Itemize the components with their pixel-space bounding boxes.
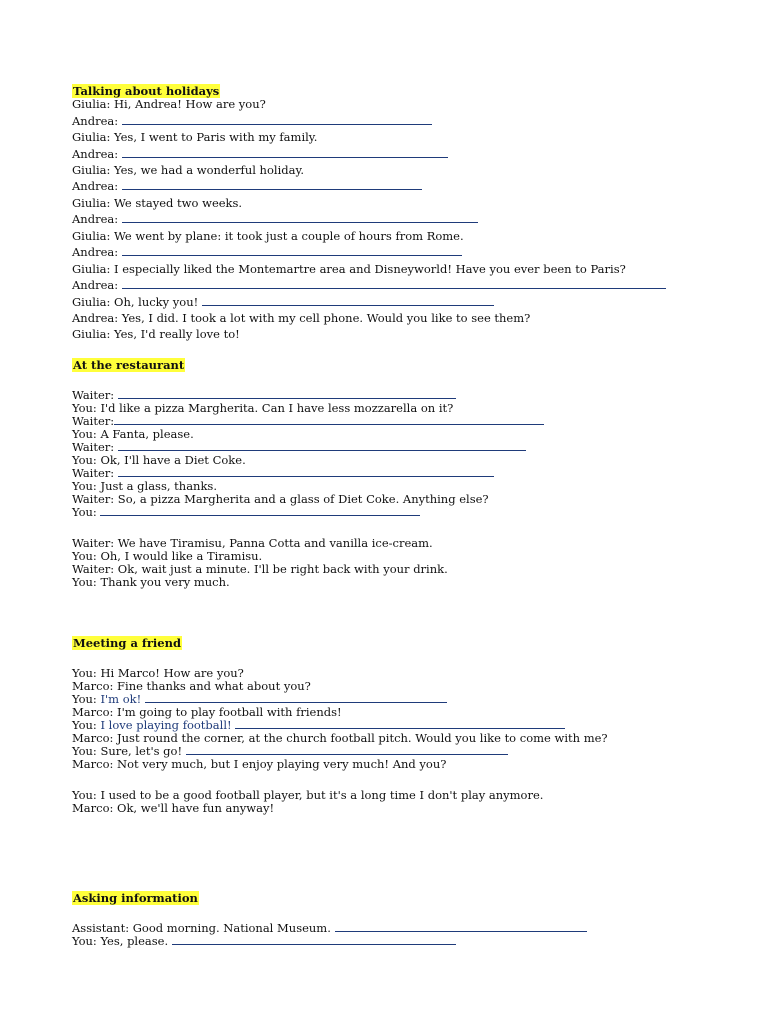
dialogue-line: You: I used to be a good football player, but it's a long time I don't play anymore. [72, 788, 544, 802]
answer-blank[interactable] [335, 921, 587, 932]
dialogue-line: You: Yes, please. [72, 934, 456, 948]
dialogue-line: Giulia: Oh, lucky you! [72, 295, 494, 309]
section-title-asking-information: Asking information [73, 891, 198, 905]
dialogue-line: Andrea: [72, 147, 448, 161]
answer-blank[interactable] [114, 414, 544, 425]
dialogue-line: Giulia: I especially liked the Montemartre area and Disneyworld! Have you ever been to Paris? [72, 262, 626, 276]
dialogue-line: Marco: Just round the corner, at the church football pitch. Would you like to come with me? [72, 731, 608, 745]
dialogue-line: You: Ok, I'll have a Diet Coke. [72, 453, 246, 467]
answer-blank[interactable] [145, 692, 447, 703]
dialogue-line: You: I'm ok! [72, 692, 447, 706]
dialogue-line: You: Thank you very much. [72, 575, 230, 589]
dialogue-line: Andrea: [72, 245, 462, 259]
answer-blank[interactable] [122, 278, 666, 289]
dialogue-line: You: Hi Marco! How are you? [72, 666, 244, 680]
answer-blank[interactable] [202, 295, 494, 306]
dialogue-line: Giulia: Yes, I'd really love to! [72, 327, 240, 341]
dialogue-line: You: I love playing football! [72, 718, 565, 732]
dialogue-line: Andrea: [72, 179, 422, 193]
dialogue-line: Marco: Ok, we'll have fun anyway! [72, 801, 275, 815]
answer-blank[interactable] [118, 466, 494, 477]
dialogue-line: You: A Fanta, please. [72, 427, 194, 441]
dialogue-line: Marco: Not very much, but I enjoy playing very much! And you? [72, 757, 447, 771]
dialogue-line: Waiter: [72, 440, 526, 454]
dialogue-line: Waiter: [72, 414, 544, 428]
dialogue-line: Giulia: Hi, Andrea! How are you? [72, 97, 266, 111]
answer-blank[interactable] [118, 440, 526, 451]
dialogue-line: Giulia: Yes, we had a wonderful holiday. [72, 163, 305, 177]
dialogue-line: Andrea: Yes, I did. I took a lot with my cell phone. Would you like to see them? [72, 311, 531, 325]
answer-blank[interactable] [122, 147, 448, 158]
dialogue-line: Giulia: We stayed two weeks. [72, 196, 243, 210]
section-title-meeting-friend: Meeting a friend [73, 636, 181, 650]
answer-blank[interactable] [118, 388, 456, 399]
dialogue-line: You: Sure, let's go! [72, 744, 508, 758]
answer-blank[interactable] [122, 179, 422, 190]
dialogue-line: Assistant: Good morning. National Museum. [72, 921, 587, 935]
dialogue-line: Waiter: So, a pizza Margherita and a glass of Diet Coke. Anything else? [72, 492, 489, 506]
dialogue-line: Waiter: [72, 388, 456, 402]
section-title-holidays: Talking about holidays [73, 84, 220, 98]
answer-blank[interactable] [100, 505, 420, 516]
dialogue-line: Giulia: Yes, I went to Paris with my family. [72, 130, 318, 144]
dialogue-line: Andrea: [72, 278, 666, 292]
answer-blank[interactable] [235, 718, 565, 729]
dialogue-line: Waiter: [72, 466, 494, 480]
dialogue-line: You: Oh, I would like a Tiramisu. [72, 549, 263, 563]
section-title-restaurant: At the restaurant [73, 358, 185, 372]
answer-blank[interactable] [122, 212, 478, 223]
dialogue-line: Waiter: We have Tiramisu, Panna Cotta and vanilla ice-cream. [72, 536, 433, 550]
dialogue-line: Andrea: [72, 212, 478, 226]
dialogue-line: Marco: Fine thanks and what about you? [72, 679, 311, 693]
dialogue-line: You: I'd like a pizza Margherita. Can I have less mozzarella on it? [72, 401, 454, 415]
dialogue-line: Marco: I'm going to play football with friends! [72, 705, 342, 719]
answer-blank[interactable] [122, 245, 462, 256]
dialogue-line: Waiter: Ok, wait just a minute. I'll be right back with your drink. [72, 562, 448, 576]
dialogue-line: Giulia: We went by plane: it took just a couple of hours from Rome. [72, 229, 464, 243]
answer-blank[interactable] [186, 744, 508, 755]
dialogue-line: You: [72, 505, 420, 519]
dialogue-line: You: Just a glass, thanks. [72, 479, 217, 493]
answer-blank[interactable] [172, 934, 456, 945]
dialogue-line: Andrea: [72, 114, 432, 128]
answer-blank[interactable] [122, 114, 432, 125]
